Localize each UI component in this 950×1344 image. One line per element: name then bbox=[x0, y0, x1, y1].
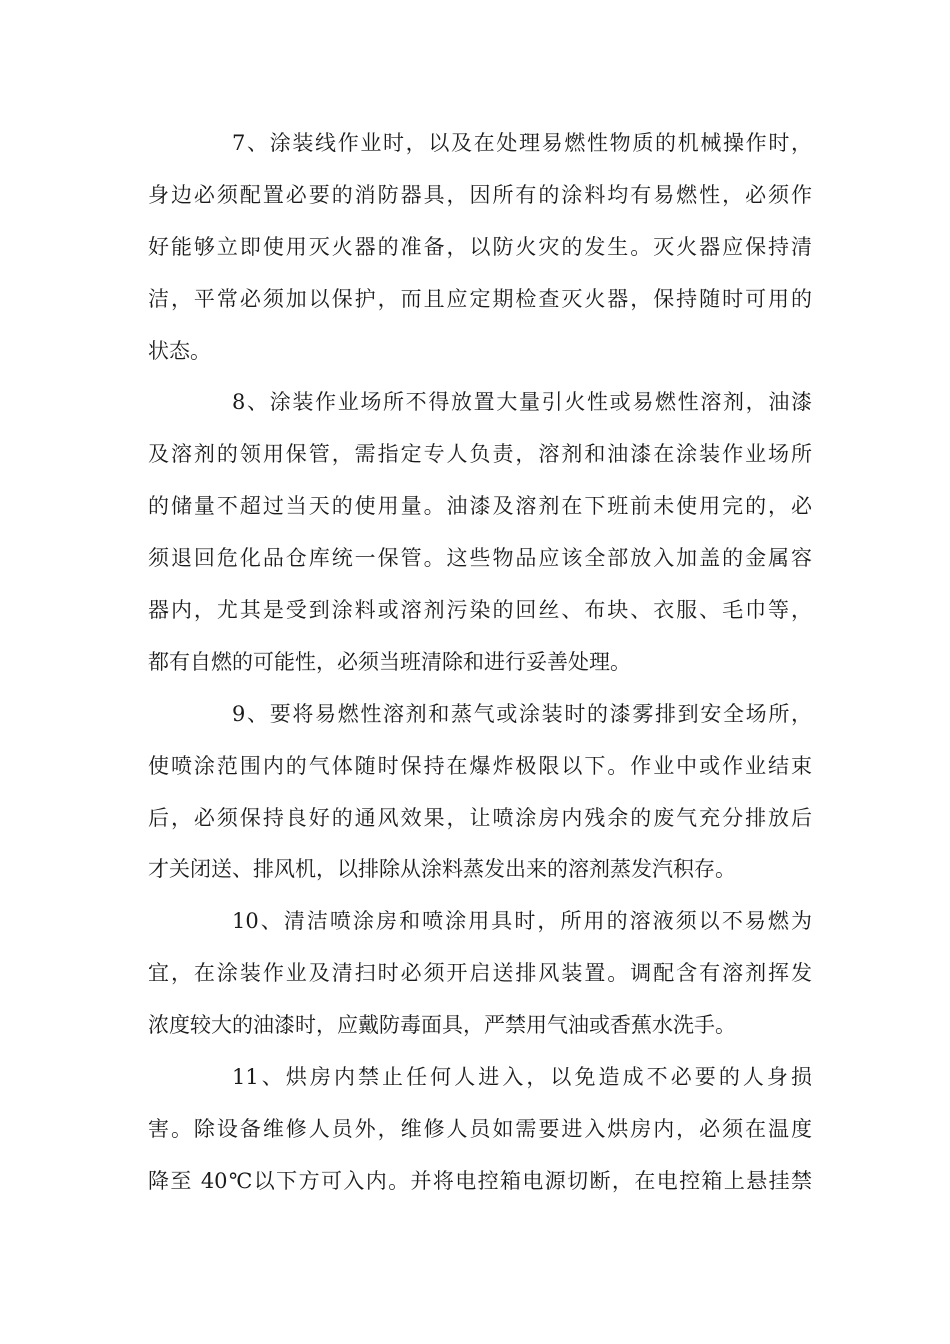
paragraph-line: 都有自燃的可能性，必须当班清除和进行妥善处理。 bbox=[148, 649, 631, 674]
paragraph-line: 浓度较大的油漆时，应戴防毒面具，严禁用气油或香蕉水洗手。 bbox=[148, 1013, 736, 1038]
paragraph-10 bbox=[148, 896, 812, 1052]
paragraph-line: 的储量不超过当天的使用量。油漆及溶剂在下班前未使用完的，必 bbox=[148, 494, 812, 519]
paragraph-line: 器内，尤其是受到涂料或溶剂污染的回丝、布块、衣服、毛巾等， bbox=[148, 598, 812, 623]
paragraph-line: 11、烘房内禁止任何人进入，以免造成不必要的人身损 bbox=[232, 1065, 812, 1090]
paragraph-line: 害。除设备维修人员外，维修人员如需要进入烘房内，必须在温度 bbox=[148, 1116, 812, 1141]
paragraph-line: 及溶剂的领用保管，需指定专人负责，溶剂和油漆在涂装作业场所 bbox=[148, 442, 812, 467]
paragraph-line: 身边必须配置必要的消防器具，因所有的涂料均有易燃性，必须作 bbox=[148, 182, 812, 207]
paragraph-line: 宜，在涂装作业及清扫时必须开启送排风装置。调配含有溶剂挥发 bbox=[148, 961, 812, 986]
paragraph-line: 才关闭送、排风机，以排除从涂料蒸发出来的溶剂蒸发汽积存。 bbox=[148, 857, 736, 882]
paragraph-11 bbox=[148, 1052, 812, 1208]
paragraph-line: 9、要将易燃性溶剂和蒸气或涂装时的漆雾排到安全场所， bbox=[232, 701, 812, 726]
paragraph-line: 8、涂装作业场所不得放置大量引火性或易燃性溶剂，油漆 bbox=[232, 390, 812, 415]
paragraph-line: 10、清洁喷涂房和喷涂用具时，所用的溶液须以不易燃为 bbox=[232, 909, 812, 934]
document-body bbox=[148, 118, 812, 1208]
paragraph-line: 7、涂装线作业时，以及在处理易燃性物质的机械操作时， bbox=[232, 131, 812, 155]
paragraph-9 bbox=[148, 689, 812, 897]
paragraph-line: 状态。 bbox=[148, 338, 211, 363]
paragraph-7 bbox=[148, 118, 812, 377]
paragraph-line: 使喷涂范围内的气体随时保持在爆炸极限以下。作业中或作业结束 bbox=[148, 753, 812, 778]
paragraph-line: 后，必须保持良好的通风效果，让喷涂房内残余的废气充分排放后 bbox=[148, 805, 812, 830]
paragraph-line: 好能够立即使用灭火器的准备，以防火灾的发生。灭火器应保持清 bbox=[148, 234, 812, 259]
paragraph-line: 洁，平常必须加以保护，而且应定期检查灭火器，保持随时可用的 bbox=[148, 286, 812, 311]
paragraph-line: 须退回危化品仓库统一保管。这些物品应该全部放入加盖的金属容 bbox=[148, 546, 812, 571]
paragraph-line: 降至 40℃以下方可入内。并将电控箱电源切断，在电控箱上悬挂禁 bbox=[148, 1168, 812, 1193]
paragraph-8 bbox=[148, 377, 812, 688]
